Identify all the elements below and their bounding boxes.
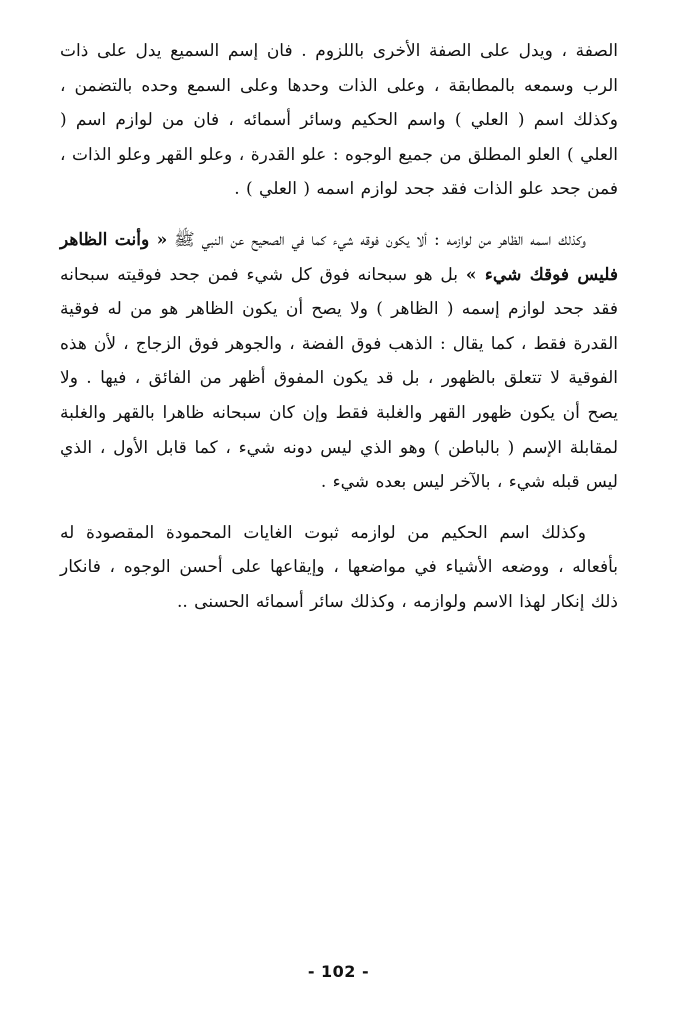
paragraph-1 <box>60 34 618 207</box>
hadith-quote: « وأنت الظاهر فليس فوقك شيء » <box>60 229 618 285</box>
paragraph-3 <box>60 516 618 620</box>
page-body <box>60 34 618 620</box>
paragraph-3-text: وكذلك اسم الحكيم من لوازمه ثبوت الغايات المحمودة المقصودة له بأفعاله ، ووضعه الأشياء في مواضعها ، وإيقاعها على أحسن الوجوه ، فانكار ذلك إنكار لهذا الاسم ولوازمه ، وكذلك سائر أسمائه الحسنى .. <box>60 522 618 612</box>
paragraph-2-text-after: بل هو سبحانه فوق كل شيء فمن جحد فوقيته سبحانه فقد جحد لوازم إسمه ( الظاهر ) ولا يصح أن يكون الظاهر هو من له فوقية القدرة فقط ، كما يقال : الذهب فوق الفضة ، والجوهر فوق الزجاج ، لأن هذه الفوقية لا تتعلق بالظهور ، بل قد يكون المفوق أظهر من الفائق ، فيها . ولا يصح أن يكون ظهور القهر والغلبة فقط وإن كان سبحانه ظاهرا بالقهر والغلبة لمقابلة الإسم ( بالباطن ) وهو الذي ليس دونه شيء ، كما قابل الأول ، الذي ليس قبله شيء ، بالآخر ليس بعده شيء . <box>60 264 618 493</box>
paragraph-1-text: الصفة ، ويدل على الصفة الأخرى باللزوم . فان إسم السميع يدل على ذات الرب وسمعه بالمطابقة ، وعلى الذات وحدها وعلى السمع وحده بالتضمن ، وكذلك اسم ( العلي ) واسم الحكيم وسائر أسمائه ، فان من لوازم اسم ( العلي ) العلو المطلق من جميع الوجوه : علو القدرة ، وعلو القهر وعلو الذات ، فمن جحد علو الذات فقد جحد لوازم اسمه ( العلي ) . <box>60 41 618 200</box>
paragraph-2-text-before: وكذلك اسمه الظاهر من لوازمه : ألا يكون فوقه شيء كما في الصحيح عن النبي ﷺ <box>167 229 586 250</box>
paragraph-2 <box>60 223 618 500</box>
page-number: - 102 - <box>307 962 370 981</box>
